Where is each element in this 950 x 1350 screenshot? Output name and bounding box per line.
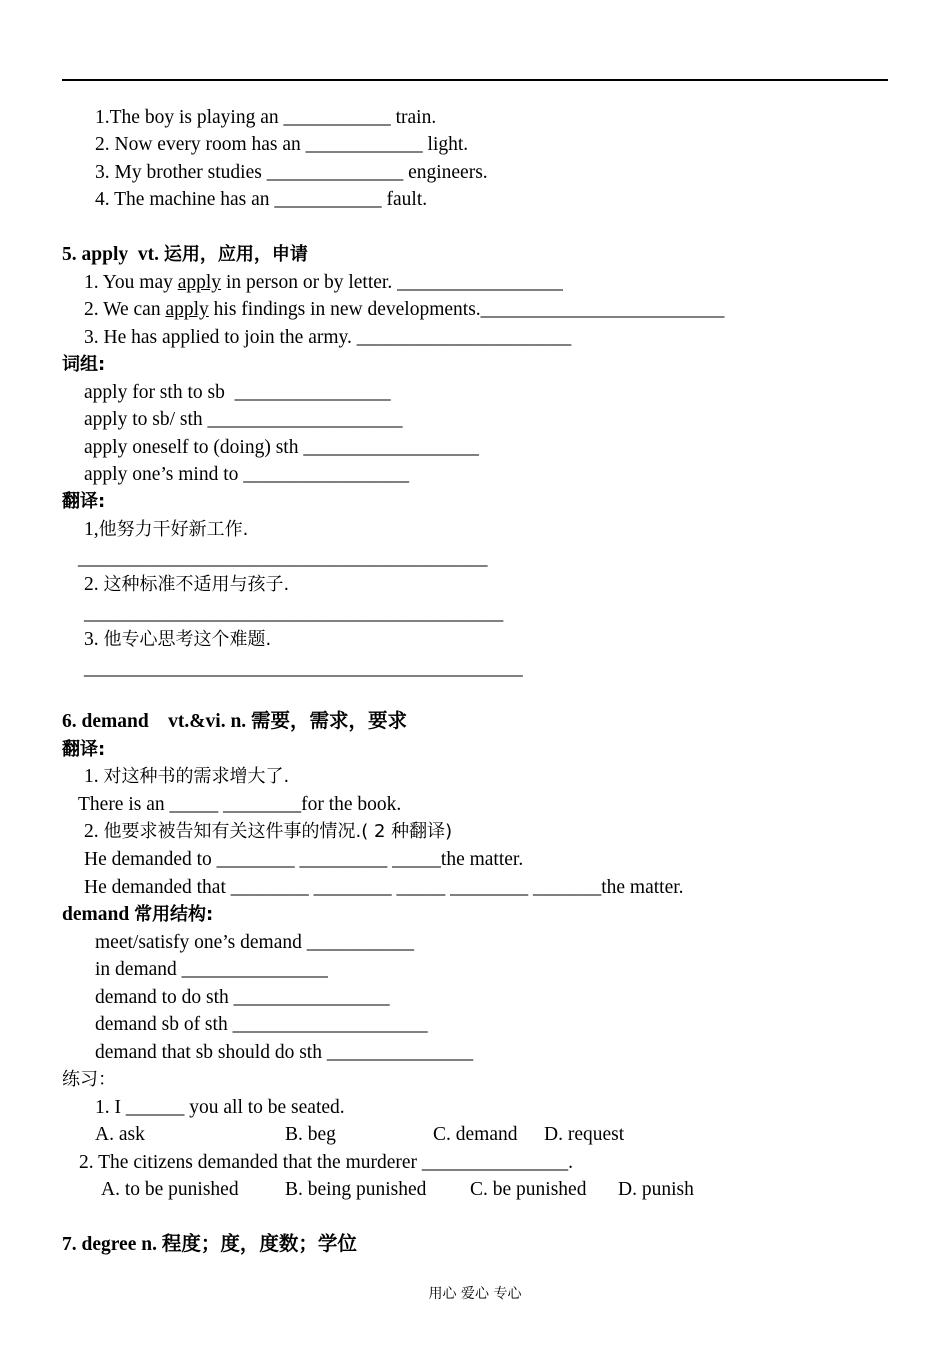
section5-heading: [62, 243, 308, 267]
practice-option: A. ask: [95, 1124, 145, 1145]
translation-prompt-3: 3. 他专心思考这个难题.: [84, 629, 272, 650]
underlined-word: apply: [165, 299, 209, 320]
practice-option: A. to be punished: [101, 1179, 239, 1200]
phrase-item: apply for sth to sb ________________: [84, 382, 391, 403]
structure-item: demand to do sth ________________: [95, 987, 390, 1008]
s6-answer-1: There is an _____ ________for the book.: [78, 794, 402, 815]
practice-option: B. being punished: [285, 1179, 427, 1200]
phrase-item: apply oneself to (doing) sth __________________: [84, 437, 479, 458]
s6-prompt-2: 2. 他要求被告知有关这件事的情况.( 2 种翻译): [84, 821, 453, 842]
s6-answer-2a: He demanded to ________ _________ _____the matter.: [84, 849, 524, 870]
header-rule: [62, 79, 888, 81]
practice-option: B. beg: [285, 1124, 336, 1145]
structure-item: in demand _______________: [95, 959, 328, 980]
s4-exercise-2: 2. Now every room has an ____________ light.: [95, 134, 469, 155]
phrase-item: apply to sb/ sth ____________________: [84, 409, 403, 430]
practice-option: D. punish: [618, 1179, 694, 1200]
page-footer: 用心 爱心 专心: [428, 1286, 522, 1302]
practice-question-1: 1. I ______ you all to be seated.: [95, 1097, 345, 1118]
translation-prompt-2: 2. 这种标准不适用与孩子.: [84, 574, 290, 595]
answer-line-1: __________________________________________: [78, 548, 488, 569]
translation-prompt-1: 1,他努力干好新工作.: [84, 519, 249, 540]
section6-translate-heading: 翻译:: [62, 739, 106, 760]
answer-line-2: ___________________________________________: [84, 603, 504, 624]
practice-option: C. demand: [433, 1124, 518, 1145]
s4-exercise-1: 1.The boy is playing an ___________ train.: [95, 107, 437, 128]
practice-option: D. request: [544, 1124, 625, 1145]
practice-heading: 练习：: [62, 1069, 116, 1090]
section7-heading: 7. degree n. 程度；度，度数；学位: [62, 1234, 357, 1255]
s5-example-1: 1. You may apply in person or by letter. _________________: [84, 272, 563, 293]
phrases-heading: 词组:: [62, 354, 106, 375]
s4-exercise-3: 3. My brother studies ______________ engineers.: [95, 162, 488, 183]
underlined-word: apply: [177, 272, 222, 293]
phrase-item: apply one’s mind to _________________: [84, 464, 409, 485]
section5-meaning: 运用，应用，申请: [163, 244, 308, 265]
practice-question-2: 2. The citizens demanded that the murderer _______________.: [79, 1152, 574, 1173]
structure-item: demand that sb should do sth _______________: [95, 1042, 474, 1063]
translate-heading: 翻译:: [62, 491, 106, 512]
practice-option: C. be punished: [470, 1179, 587, 1200]
structure-item: meet/satisfy one’s demand ___________: [95, 932, 414, 953]
section5-word: apply: [81, 244, 129, 265]
structure-item: demand sb of sth ____________________: [95, 1014, 428, 1035]
structures-heading: demand 常用结构:: [62, 904, 214, 925]
s6-prompt-1: 1. 对这种书的需求增大了.: [84, 766, 290, 787]
s4-exercise-4: 4. The machine has an ___________ fault.: [95, 189, 428, 210]
s6-answer-2b: He demanded that ________ ________ _____ ________ _______the matter.: [84, 877, 684, 898]
s5-example-2: 2. We can apply his findings in new developments._________________________: [84, 299, 725, 320]
answer-line-3: _____________________________________________: [84, 658, 523, 679]
s5-example-3: 3. He has applied to join the army. ______________________: [84, 327, 572, 348]
section5-pos: vt.: [137, 244, 159, 265]
section5-number: 5.: [62, 244, 77, 265]
section6-heading: 6. demand vt.&vi. n. 需要，需求，要求: [62, 711, 408, 732]
